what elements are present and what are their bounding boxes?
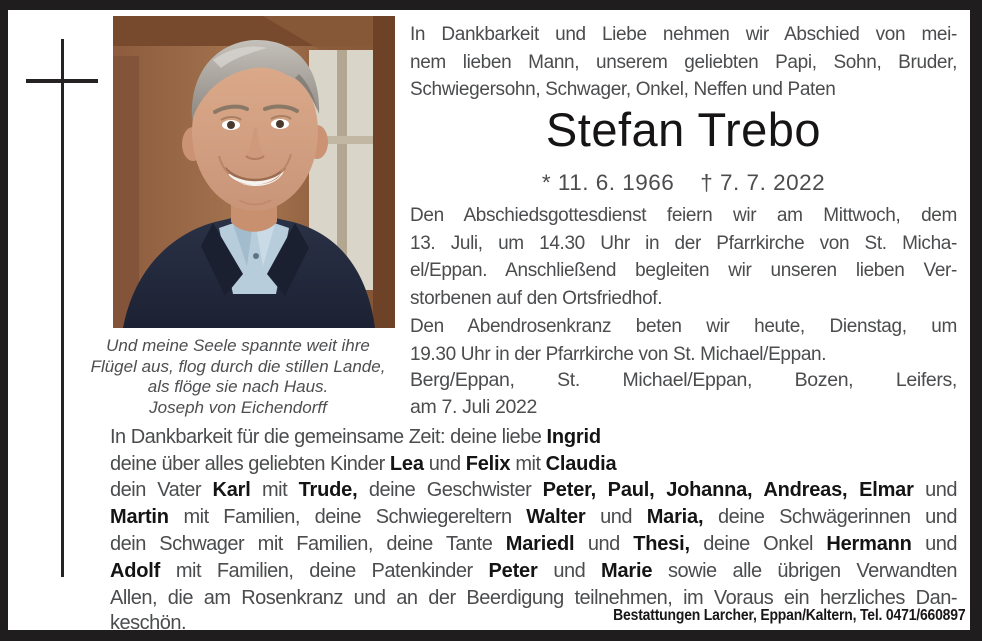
text-segment: deine Onkel <box>689 532 827 555</box>
text-line: als flöge sie nach Haus. <box>147 377 329 396</box>
text-line: Joseph von Eichendorff <box>149 397 327 417</box>
family-line <box>110 451 957 478</box>
cross-vertical-bar <box>61 39 64 577</box>
text-segment: und <box>911 532 957 555</box>
service-paragraph <box>410 202 957 313</box>
text-line: Allen, die am Rosenkranz und an der Beerdigung teilnehmen, im Voraus ein herzliches Dan- <box>110 587 957 609</box>
text-line: Den Abendrosenkranz beten wir heute, Dienstag, um <box>410 316 957 337</box>
portrait-illustration <box>113 16 395 328</box>
text-line: Berg/Eppan, St. Michael/Eppan, Bozen, Leifers, <box>410 369 957 391</box>
text-line: nem lieben Mann, unserem geliebten Papi, Sohn, Bruder, <box>410 51 957 73</box>
birth-date: * 11. 6. 1966 <box>541 170 675 195</box>
text-line: Und meine Seele spannte weit ihre <box>106 336 370 355</box>
family-member-name: Peter, Paul, Johanna, Andreas, Elmar <box>542 479 914 502</box>
deceased-name: Stefan Trebo <box>545 103 822 156</box>
text-line: 19.30 Uhr in der Pfarrkirche von St. Michael/Eppan. <box>410 343 827 365</box>
text-segment: und <box>913 479 957 502</box>
family-member-name: Claudia <box>545 452 617 475</box>
text-segment: deine über alles geliebten Kinder <box>110 452 390 475</box>
text-segment: und <box>537 559 601 582</box>
life-dates <box>410 170 957 196</box>
text-line: 13. Juli, um 14.30 Uhr in der Pfarrkirche von St. Micha- <box>410 232 957 254</box>
text-segment: mit <box>510 452 546 475</box>
cross-horizontal-bar <box>26 79 98 83</box>
death-date: † 7. 7. 2022 <box>700 170 826 195</box>
memorial-quote <box>60 336 416 418</box>
text-line: In Dankbarkeit und Liebe nehmen wir Abschied von mei- <box>410 24 957 45</box>
rosary-paragraph <box>410 313 957 368</box>
obituary-card <box>8 10 970 634</box>
family-member-name: Karl <box>212 479 251 502</box>
family-line <box>110 558 957 585</box>
family-member-name: Mariedl <box>505 532 575 555</box>
text-segment: und <box>574 532 634 555</box>
family-member-name: Ingrid <box>546 426 601 448</box>
family-member-name: Adolf <box>110 559 161 582</box>
text-line: am 7. Juli 2022 <box>410 396 537 418</box>
text-line: Flügel aus, flog durch die stillen Lande, <box>90 356 386 376</box>
text-segment: deine Schwägerinnen und <box>703 506 957 529</box>
family-member-name: Marie <box>601 559 653 582</box>
family-member-name: Maria, <box>646 506 704 529</box>
funeral-home-credit: Bestattungen Larcher, Eppan/Kaltern, Tel. 0471/660897 <box>612 607 965 624</box>
text-segment: mit Familien, deine Patenkinder <box>160 559 489 582</box>
family-member-name: Trude, <box>298 479 358 502</box>
intro-paragraph <box>410 21 957 104</box>
text-segment: sowie alle übrigen Verwandten <box>652 559 958 582</box>
family-member-name: Peter <box>488 559 538 582</box>
text-segment: mit Familien, deine Schwiegereltern <box>168 506 527 529</box>
text-line: storbenen auf den Ortsfriedhof. <box>410 288 663 310</box>
text-segment: dein Vater <box>110 479 213 502</box>
places-line <box>410 367 957 421</box>
family-member-name: Felix <box>465 452 511 475</box>
family-member-name: Hermann <box>826 532 912 555</box>
text-line: Schwiegersohn, Schwager, Onkel, Neffen und Paten <box>410 79 836 101</box>
text-segment: deine Geschwister <box>357 479 543 502</box>
family-line <box>110 424 957 451</box>
family-line <box>110 504 957 531</box>
family-member-name: Martin <box>110 506 169 529</box>
text-line: Den Abschiedsgottesdienst feiern wir am Mittwoch, dem <box>410 205 957 226</box>
text-segment: und <box>585 506 647 529</box>
family-line <box>110 477 957 504</box>
deceased-portrait-photo <box>113 16 395 328</box>
text-line: keschön. <box>110 611 187 634</box>
family-line <box>110 531 957 558</box>
text-segment: mit <box>250 479 299 502</box>
family-member-name: Walter <box>526 506 586 529</box>
text-segment: dein Schwager mit Familien, deine Tante <box>110 532 506 555</box>
family-member-name: Thesi, <box>633 532 690 555</box>
text-segment: und <box>423 452 466 475</box>
text-segment: In Dankbarkeit für die gemeinsame Zeit: deine liebe <box>110 426 547 448</box>
family-listing <box>110 424 957 584</box>
family-member-name: Lea <box>389 452 424 475</box>
text-line: el/Eppan. Anschließend begleiten wir unseren lieben Ver- <box>410 260 957 282</box>
